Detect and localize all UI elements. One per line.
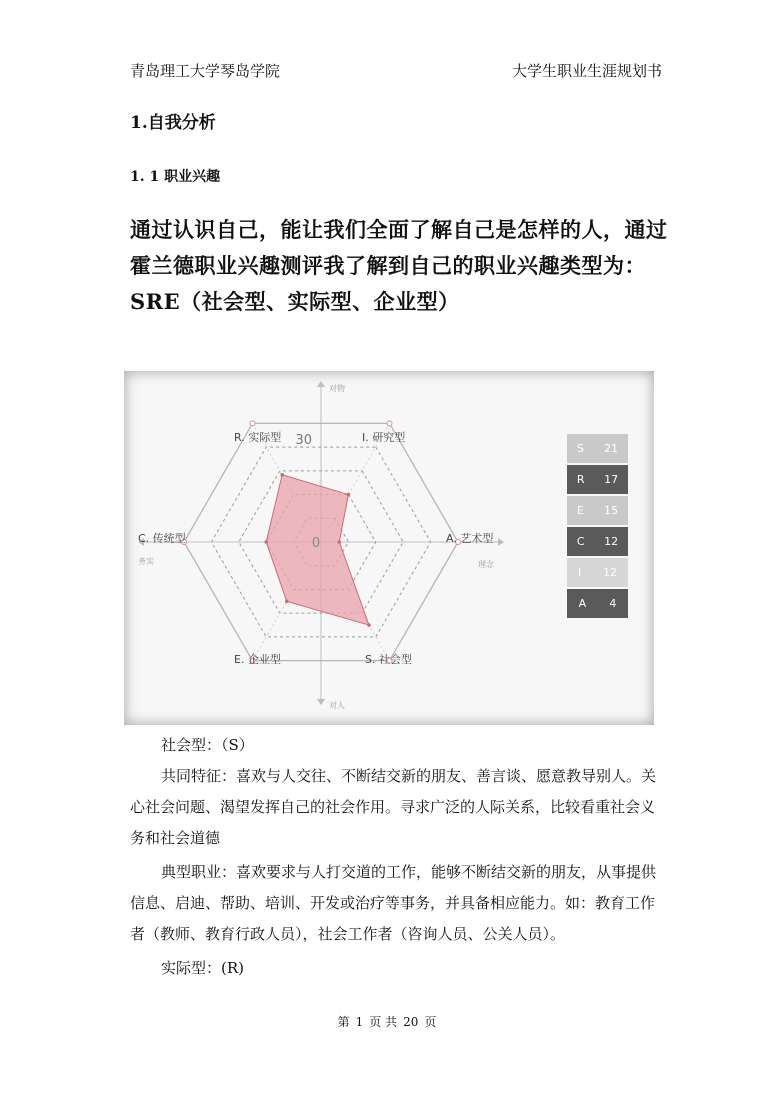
axis-label-I: I. 研究型 xyxy=(362,431,406,444)
data-point-C xyxy=(264,540,268,544)
score-row-A xyxy=(567,589,628,618)
scale-center-label: 0 xyxy=(311,536,321,551)
data-point-I xyxy=(347,493,351,497)
lead-paragraph: 通过认识自己，能让我们全面了解自己是怎样的人，通过霍兰德职业兴趣测评我了解到自己的职业兴趣类型为：SRE（社会型、实际型、企业型） xyxy=(130,217,668,314)
header-school: 青岛理工大学琴岛学院 xyxy=(130,62,281,80)
axis-title-bottom: 对人 xyxy=(329,701,345,710)
axis-arrow-right xyxy=(498,538,504,546)
data-point-A xyxy=(337,540,341,544)
footer-mid: 页 共 xyxy=(369,1015,398,1029)
score-value: 17 xyxy=(604,473,619,486)
score-type: I xyxy=(577,566,582,579)
scale-max-label: 30 xyxy=(295,433,312,448)
score-row-E xyxy=(567,496,628,525)
axis-label-A: A. 艺术型 xyxy=(446,532,494,545)
score-row-C xyxy=(567,527,628,556)
score-value: 21 xyxy=(603,442,618,455)
social-type-heading: 社会型：（S） xyxy=(161,736,254,754)
axis-title-right: 理念 xyxy=(478,560,494,569)
vertex-marker-R xyxy=(250,421,255,426)
axis-label-C: C. 传统型 xyxy=(138,532,186,545)
axis-label-S: S. 社会型 xyxy=(365,653,412,666)
typical-jobs: 典型职业：喜欢要求与人打交道的工作，能够不断结交新的朋友，从事提供信息、启迪、帮助、培训、开发或治疗等事务，并具备相应能力。如：教育工作者（教师、教育行政人员），社会工作者（咨询人员、公关人员）。 xyxy=(130,863,657,943)
score-row-I xyxy=(567,558,628,587)
footer-suffix: 页 xyxy=(424,1015,437,1029)
data-point-E xyxy=(285,600,289,604)
axis-label-E: E. 企业型 xyxy=(234,653,281,666)
score-type: R xyxy=(576,473,585,486)
score-value: 12 xyxy=(603,566,618,579)
score-value: 4 xyxy=(609,597,617,610)
score-type: A xyxy=(578,597,587,610)
score-value: 12 xyxy=(604,535,619,548)
score-type: E xyxy=(577,504,584,517)
score-type: C xyxy=(576,535,585,548)
score-type: S xyxy=(577,442,584,455)
footer-prefix: 第 xyxy=(337,1015,350,1029)
score-row-R xyxy=(567,465,628,494)
axis-arrow-bottom xyxy=(317,699,325,705)
data-point-R xyxy=(280,473,284,477)
axis-title-left: 务实 xyxy=(138,557,154,566)
vertex-marker-I xyxy=(387,421,392,426)
realistic-heading-block xyxy=(130,953,664,984)
score-table xyxy=(567,434,628,620)
section-title: 1.自我分析 xyxy=(130,113,216,133)
realistic-heading: 实际型：(R) xyxy=(161,959,244,977)
subsection-title: 1. 1 职业兴趣 xyxy=(130,169,221,185)
axis-label-R: R. 实际型 xyxy=(234,431,282,444)
score-row-S xyxy=(567,434,628,463)
common-traits: 共同特征：喜欢与人交往、不断结交新的朋友、善言谈、愿意教导别人。关心社会问题、渴望发挥自己的社会作用。寻求广泛的人际关系，比较看重社会义务和社会道德 xyxy=(130,767,657,847)
axis-arrow-top xyxy=(317,381,325,387)
footer-page: 1 xyxy=(355,1015,364,1029)
data-point-S xyxy=(367,623,371,627)
holland-radar-figure xyxy=(124,371,654,725)
page-footer xyxy=(0,1013,774,1030)
footer-total: 20 xyxy=(403,1015,419,1029)
axis-title-top: 对物 xyxy=(329,384,345,393)
score-value: 15 xyxy=(603,504,618,517)
header-doc-title: 大学生职业生涯规划书 xyxy=(511,62,662,80)
social-type-heading-block xyxy=(130,730,664,761)
